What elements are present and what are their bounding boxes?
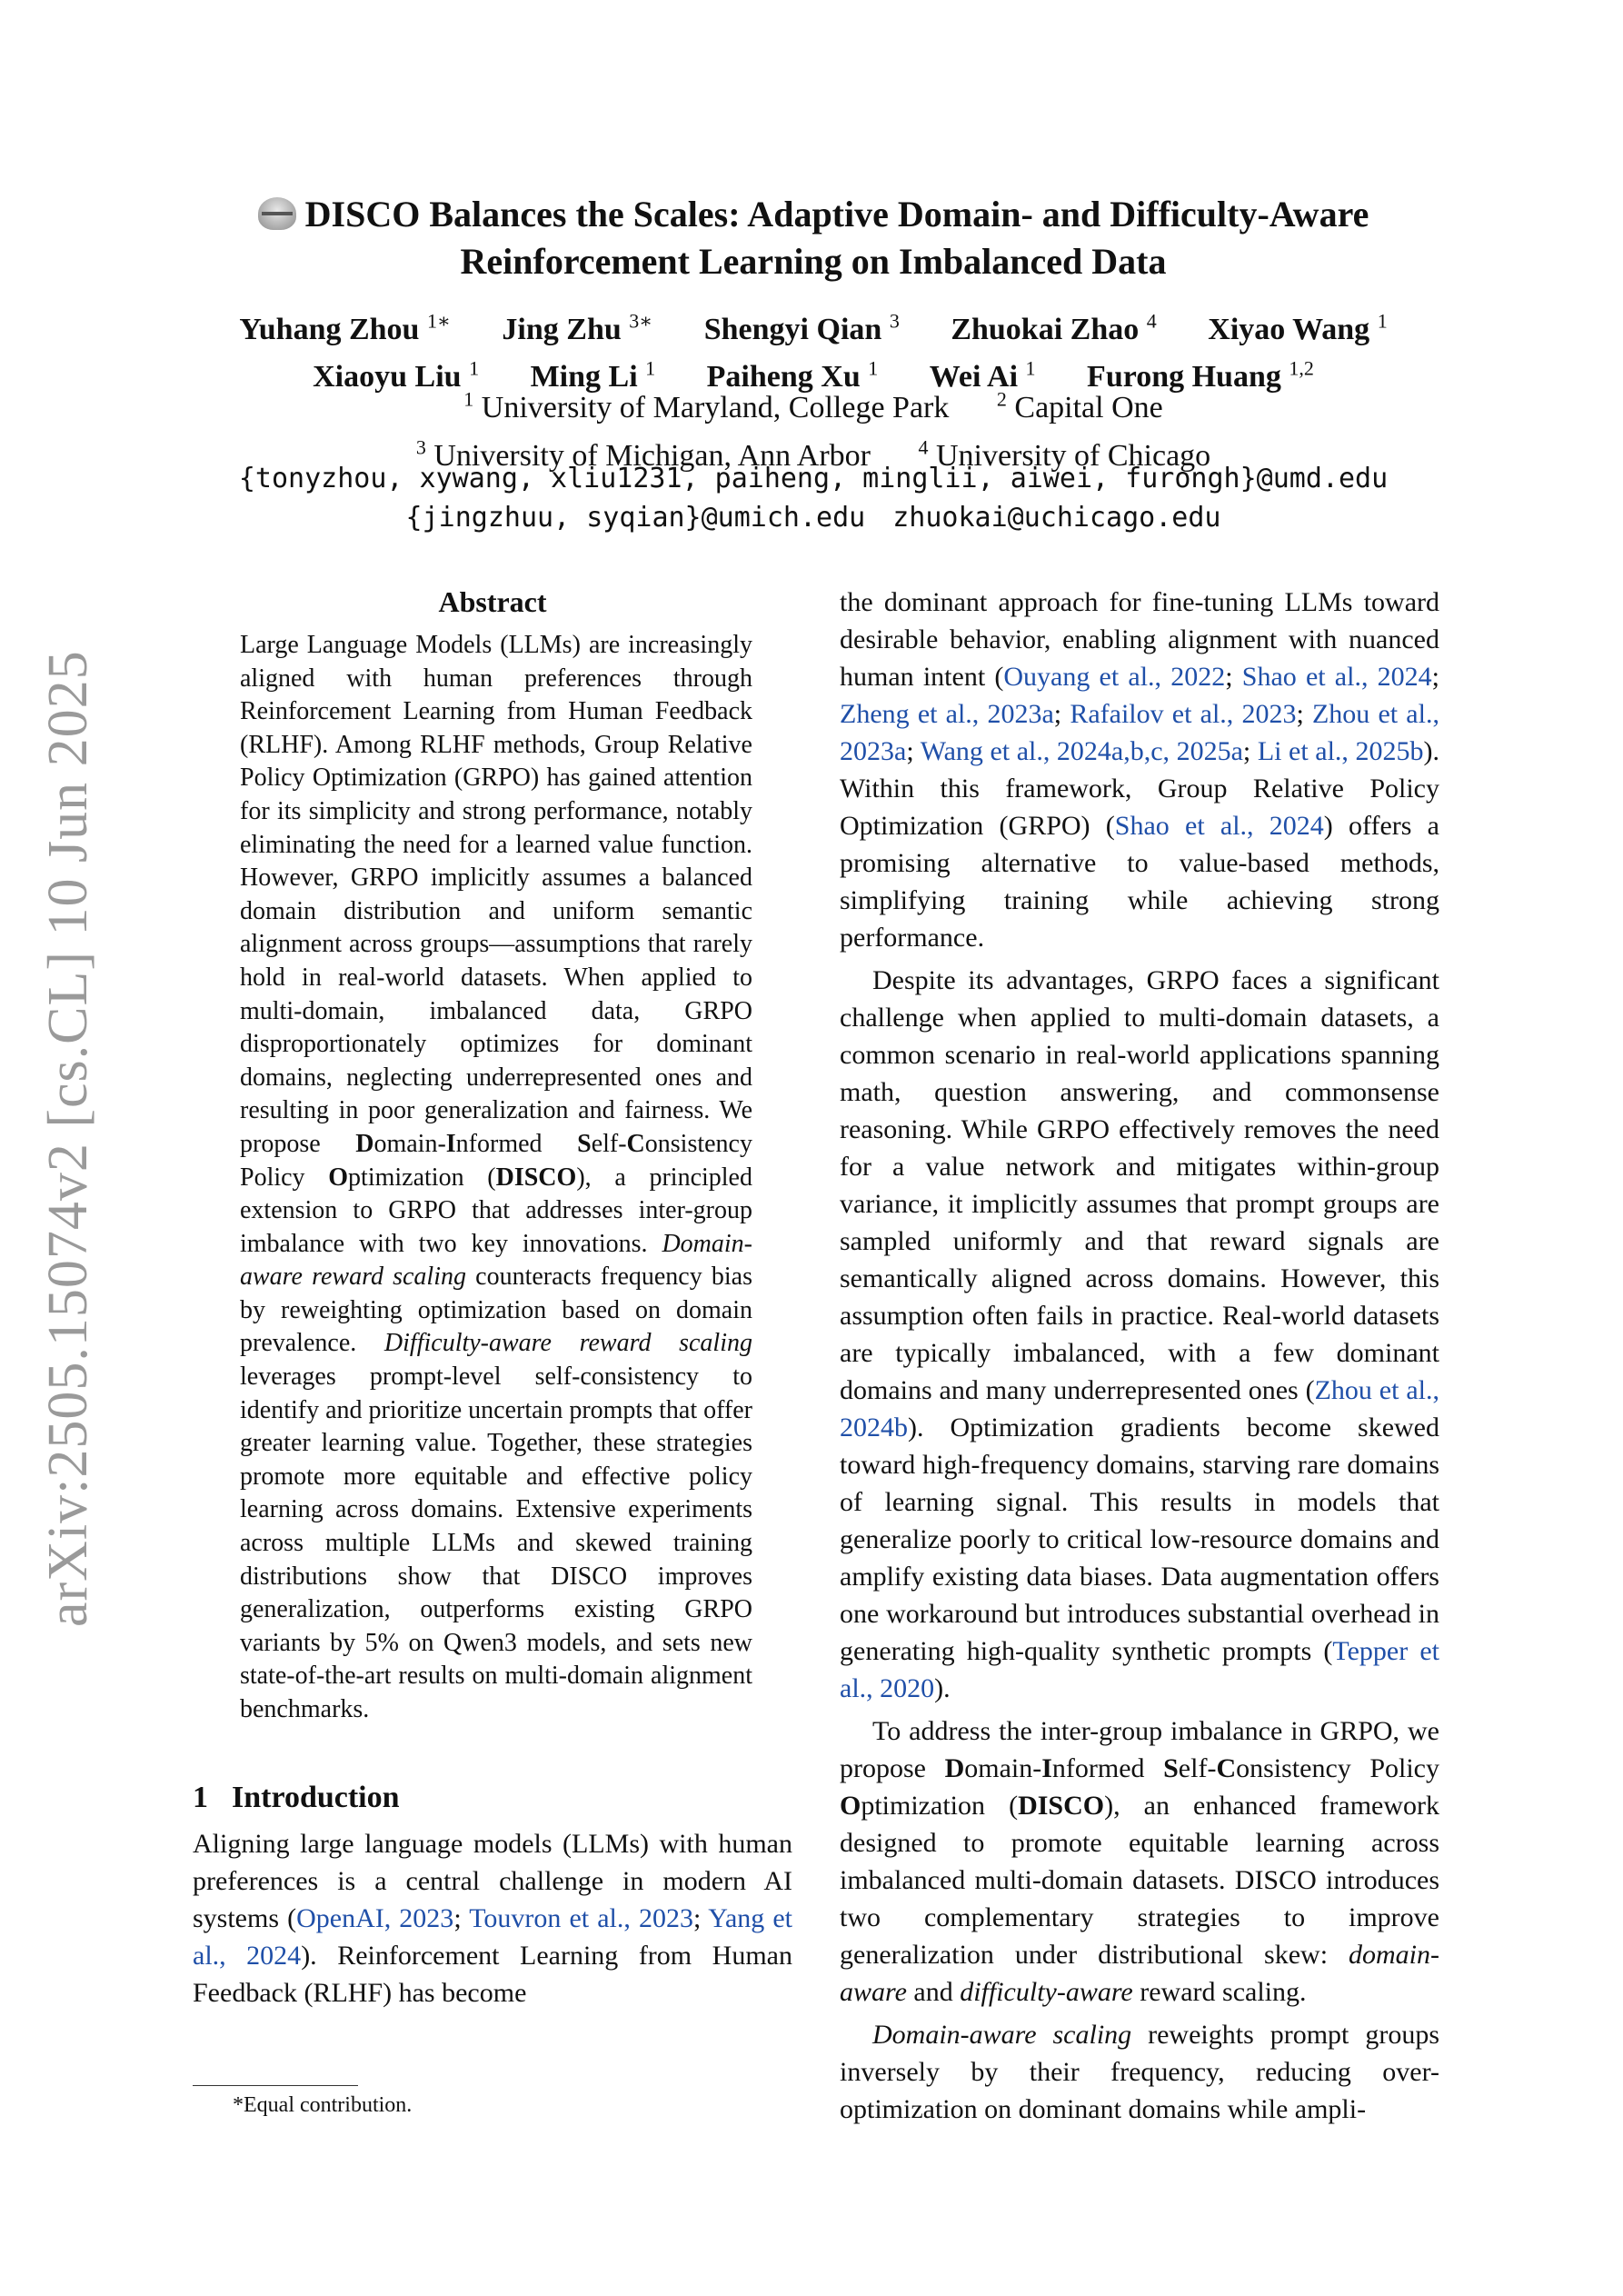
author: Shengyi Qian $^3$ <box>703 310 900 347</box>
arxiv-stamp: arXiv:2505.15074v2 [cs.CL] 10 Jun 2025 <box>37 650 99 1627</box>
email-line-2: {jingzhuu, syqian}@umich.edu zhuokai@uchicago.edu <box>405 502 1221 534</box>
author: Wei Ai $^1$ <box>929 356 1036 394</box>
affiliation: $^1$ University of Maryland, College Park <box>463 388 950 425</box>
citation-link[interactable]: Li et al., 2025b <box>1257 736 1424 766</box>
citation-link[interactable]: OpenAI, 2023 <box>296 1903 454 1934</box>
left-column <box>193 582 792 2011</box>
scales-icon <box>258 197 296 230</box>
footnote-rule <box>193 2085 358 2086</box>
paper-title <box>164 191 1463 285</box>
author: Jing Zhu $^{3∗}$ <box>502 310 653 347</box>
title-text-1: DISCO Balances the Scales: Adaptive Domain- and Difficulty-Aware <box>304 194 1369 235</box>
author: Yuhang Zhou $^{1∗}$ <box>239 310 451 347</box>
author: Ming Li $^1$ <box>530 356 656 394</box>
email-line-1: {tonyzhou, xywang, xliu1231, paiheng, minglii, aiwei, furongh}@umd.edu <box>238 463 1389 494</box>
author: Paiheng Xu $^1$ <box>706 356 879 394</box>
citation-link[interactable]: Touvron et al., 2023 <box>469 1903 693 1934</box>
abstract-heading: Abstract <box>438 585 547 618</box>
affiliation: $^4$ University of Chicago <box>918 435 1211 473</box>
citation-link[interactable]: Tepper et al., 2020 <box>840 1636 1439 1703</box>
author: Zhuokai Zhao $^4$ <box>951 310 1157 347</box>
citation-link[interactable]: Wang et al., 2024a,b,c, 2025a <box>920 736 1243 766</box>
citation-link[interactable]: Rafailov et al., 2023 <box>1070 699 1297 729</box>
paragraph: To address the inter-group imbalance in GRPO, we propose Domain-Informed Self-Consistency Policy Optimization (DISCO), an enhanced framework designed to promote equitable learning across imbalanced multi-domain datasets. DISCO introduces two complementary strategies to improve generalization under distributional skew: domain-aware and difficulty-aware reward scaling. <box>840 1716 1439 2007</box>
affiliation: $^2$ Capital One <box>996 388 1163 425</box>
author: Xiaoyu Liu $^1$ <box>313 356 480 394</box>
citation-link[interactable]: Zhou et al., 2024b <box>840 1375 1439 1442</box>
title-line-1 <box>164 191 1463 238</box>
paragraph: Domain-aware scaling reweights prompt groups inversely by their frequency, reducing over-optimization on dominant domains while ampli- <box>840 2020 1439 2124</box>
affiliation: $^3$ University of Michigan, Ann Arbor <box>415 435 871 473</box>
title-line-2: Reinforcement Learning on Imbalanced Data <box>460 241 1167 282</box>
citation-link[interactable]: Shao et al., 2024 <box>1241 662 1432 692</box>
citation-link[interactable]: Shao et al., 2024 <box>1114 811 1324 841</box>
author: Furong Huang $^{1,2}$ <box>1087 356 1314 394</box>
footnote: *Equal contribution. <box>233 2093 413 2117</box>
right-column <box>840 584 1439 2133</box>
abstract-text: Large Language Models (LLMs) are increasingly aligned with human preferences through Reinforcement Learning from Human Feedback (RLHF). Among RLHF methods, Group Relative Policy Optimization (GRPO) has gained attention for its simplicity and strong performance, notably eliminating the need for a learned value function. However, GRPO implicitly assumes a balanced domain distribution and uniform semantic alignment across groups—assumptions that rarely hold in real-world datasets. When applied to multi-domain, imbalanced data, GRPO disproportionately optimizes for dominant domains, neglecting underrepresented ones and resulting in poor generalization and fairness. We propose Domain-Informed Self-Consistency Policy Optimization (DISCO), a principled extension to GRPO that addresses inter-group imbalance with two key innovations. Domain-aware reward scaling counteracts frequency bias by reweighting optimization based on domain prevalence. Difficulty-aware reward scaling leverages prompt-level self-consistency to identify and prioritize uncertain prompts that offer greater learning value. Together, these strategies promote more equitable and effective policy learning across domains. Extensive experiments across multiple LLMs and skewed training distributions show that DISCO improves generalization, outperforms existing GRPO variants by 5% on Qwen3 models, and sets new state-of-the-art results on multi-domain alignment benchmarks. <box>240 631 752 1723</box>
intro-paragraph: Aligning large language models (LLMs) with human preferences is a central challenge in modern AI systems (OpenAI, 2023; Touvron et al., 2023; Yang et al., 2024). Reinforcement Learning from Human Feedback (RLHF) has become <box>193 1829 792 2009</box>
author: Xiyao Wang $^1$ <box>1208 310 1388 347</box>
citation-link[interactable]: Zheng et al., 2023a <box>840 699 1054 729</box>
citation-link[interactable]: Zhou et al., 2023a <box>840 699 1439 766</box>
citation-link[interactable]: Ouyang et al., 2022 <box>1003 662 1226 692</box>
paragraph: the dominant approach for fine-tuning LLMs toward desirable behavior, enabling alignment with nuanced human intent (Ouyang et al., 2022; Shao et al., 2024; Zheng et al., 2023a; Rafailov et al., 2023; Zhou et al., 2023a; Wang et al., 2024a,b,c, 2025a; Li et al., 2025b). Within this framework, Group Relative Policy Optimization (GRPO) (Shao et al., 2024) offers a promising alternative to value-based methods, simplifying training while achieving strong performance. <box>840 587 1439 953</box>
section-heading: 1 Introduction <box>193 1780 400 1814</box>
citation-link[interactable]: Yang et al., 2024 <box>193 1903 792 1972</box>
paragraph: Despite its advantages, GRPO faces a significant challenge when applied to multi-domain datasets, a common scenario in real-world applications spanning math, question answering, and commonsense reasoning. While GRPO effectively removes the need for a value network and mitigates within-group variance, it implicitly assumes that prompt groups are sampled uniformly and that reward signals are semantically aligned across domains. However, this assumption often fails in practice. Real-world datasets are typically imbalanced, with a few dominant domains and many underrepresented ones (Zhou et al., 2024b). Optimization gradients become skewed toward high-frequency domains, starving rare domains of learning signal. This results in models that generalize poorly to critical low-resource domains and amplify existing data biases. Data augmentation offers one workaround but introduces substantial overhead in generating high-quality synthetic prompts (Tepper et al., 2020). <box>840 965 1439 1703</box>
email-list <box>164 459 1463 537</box>
